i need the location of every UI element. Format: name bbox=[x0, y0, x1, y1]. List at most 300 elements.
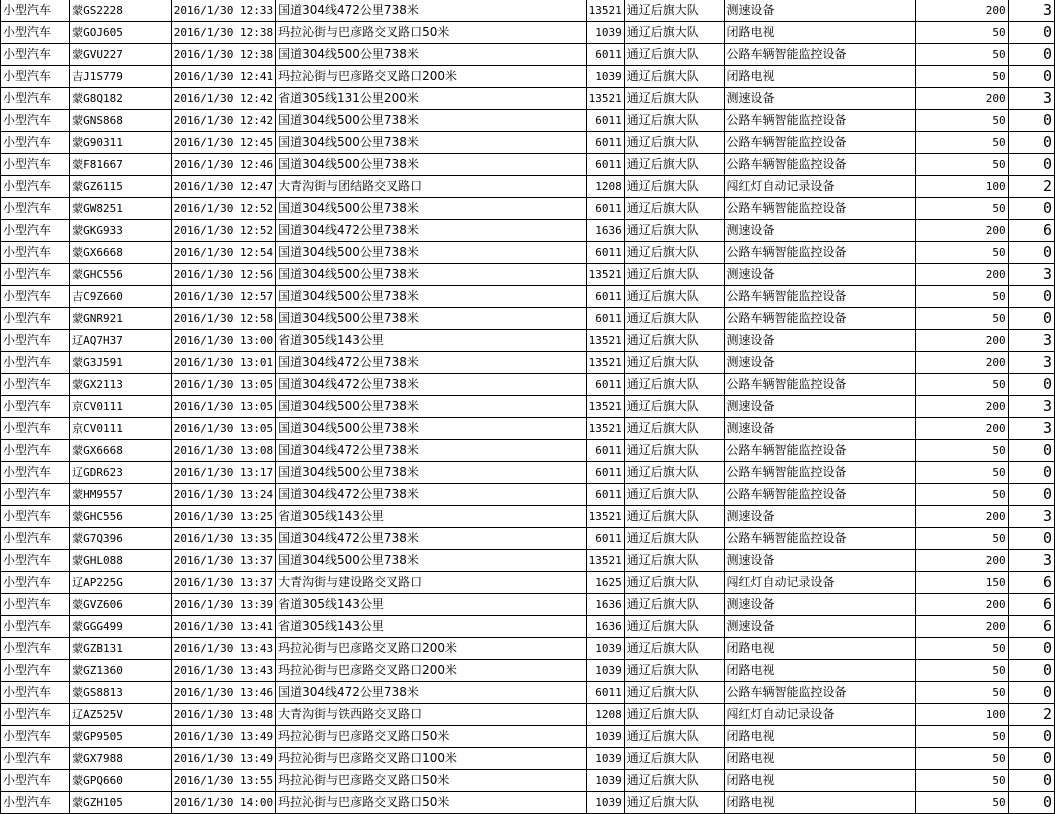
violation-code-cell[interactable]: 1039 bbox=[586, 66, 624, 88]
violation-code-cell[interactable]: 13521 bbox=[586, 264, 624, 286]
violation-code-cell[interactable]: 1039 bbox=[586, 792, 624, 814]
fine-amount-cell[interactable]: 50 bbox=[916, 682, 1009, 704]
penalty-points-cell[interactable]: 0 bbox=[1008, 462, 1054, 484]
unit-cell[interactable]: 通辽后旗大队 bbox=[624, 616, 724, 638]
violation-code-cell[interactable]: 13521 bbox=[586, 330, 624, 352]
unit-cell[interactable]: 通辽后旗大队 bbox=[624, 220, 724, 242]
violation-time-cell[interactable]: 2016/1/30 12:41 bbox=[171, 66, 275, 88]
plate-number-cell[interactable]: 蒙GZB131 bbox=[70, 638, 172, 660]
plate-number-cell[interactable]: 蒙G7Q396 bbox=[70, 528, 172, 550]
vehicle-type-cell[interactable]: 小型汽车 bbox=[1, 154, 70, 176]
penalty-points-cell[interactable]: 0 bbox=[1008, 198, 1054, 220]
penalty-points-cell[interactable]: 6 bbox=[1008, 616, 1054, 638]
location-cell[interactable]: 国道304线500公里738米 bbox=[276, 418, 586, 440]
violation-time-cell[interactable]: 2016/1/30 12:58 bbox=[171, 308, 275, 330]
device-type-cell[interactable]: 公路车辆智能监控设备 bbox=[724, 440, 916, 462]
unit-cell[interactable]: 通辽后旗大队 bbox=[624, 638, 724, 660]
plate-number-cell[interactable]: 京CV0111 bbox=[70, 418, 172, 440]
fine-amount-cell[interactable]: 50 bbox=[916, 528, 1009, 550]
plate-number-cell[interactable]: 蒙GX6668 bbox=[70, 242, 172, 264]
device-type-cell[interactable]: 闭路电视 bbox=[724, 770, 916, 792]
plate-number-cell[interactable]: 蒙GX6668 bbox=[70, 440, 172, 462]
device-type-cell[interactable]: 公路车辆智能监控设备 bbox=[724, 242, 916, 264]
device-type-cell[interactable]: 测速设备 bbox=[724, 396, 916, 418]
unit-cell[interactable]: 通辽后旗大队 bbox=[624, 154, 724, 176]
fine-amount-cell[interactable]: 200 bbox=[916, 550, 1009, 572]
vehicle-type-cell[interactable]: 小型汽车 bbox=[1, 506, 70, 528]
violation-time-cell[interactable]: 2016/1/30 12:56 bbox=[171, 264, 275, 286]
unit-cell[interactable]: 通辽后旗大队 bbox=[624, 330, 724, 352]
penalty-points-cell[interactable]: 0 bbox=[1008, 22, 1054, 44]
penalty-points-cell[interactable]: 3 bbox=[1008, 550, 1054, 572]
device-type-cell[interactable]: 公路车辆智能监控设备 bbox=[724, 374, 916, 396]
penalty-points-cell[interactable]: 0 bbox=[1008, 660, 1054, 682]
fine-amount-cell[interactable]: 200 bbox=[916, 264, 1009, 286]
plate-number-cell[interactable]: 蒙GHL088 bbox=[70, 550, 172, 572]
violation-code-cell[interactable]: 1039 bbox=[586, 726, 624, 748]
device-type-cell[interactable]: 公路车辆智能监控设备 bbox=[724, 308, 916, 330]
penalty-points-cell[interactable]: 0 bbox=[1008, 110, 1054, 132]
plate-number-cell[interactable]: 蒙GZH105 bbox=[70, 792, 172, 814]
plate-number-cell[interactable]: 蒙GHC556 bbox=[70, 264, 172, 286]
plate-number-cell[interactable]: 蒙GHC556 bbox=[70, 506, 172, 528]
violation-time-cell[interactable]: 2016/1/30 13:37 bbox=[171, 550, 275, 572]
violation-code-cell[interactable]: 1636 bbox=[586, 616, 624, 638]
unit-cell[interactable]: 通辽后旗大队 bbox=[624, 770, 724, 792]
violation-time-cell[interactable]: 2016/1/30 12:38 bbox=[171, 22, 275, 44]
vehicle-type-cell[interactable]: 小型汽车 bbox=[1, 22, 70, 44]
violation-code-cell[interactable]: 1039 bbox=[586, 660, 624, 682]
unit-cell[interactable]: 通辽后旗大队 bbox=[624, 176, 724, 198]
violation-code-cell[interactable]: 6011 bbox=[586, 44, 624, 66]
violation-time-cell[interactable]: 2016/1/30 13:55 bbox=[171, 770, 275, 792]
plate-number-cell[interactable]: 京CV0111 bbox=[70, 396, 172, 418]
plate-number-cell[interactable]: 吉J1S779 bbox=[70, 66, 172, 88]
violation-time-cell[interactable]: 2016/1/30 13:00 bbox=[171, 330, 275, 352]
location-cell[interactable]: 玛拉沁街与巴彦路交叉路口200米 bbox=[276, 638, 586, 660]
device-type-cell[interactable]: 测速设备 bbox=[724, 88, 916, 110]
location-cell[interactable]: 玛拉沁街与巴彦路交叉路口100米 bbox=[276, 748, 586, 770]
plate-number-cell[interactable]: 蒙GVZ606 bbox=[70, 594, 172, 616]
device-type-cell[interactable]: 公路车辆智能监控设备 bbox=[724, 44, 916, 66]
device-type-cell[interactable]: 测速设备 bbox=[724, 0, 916, 22]
penalty-points-cell[interactable]: 3 bbox=[1008, 418, 1054, 440]
location-cell[interactable]: 玛拉沁街与巴彦路交叉路口50米 bbox=[276, 770, 586, 792]
violation-time-cell[interactable]: 2016/1/30 14:00 bbox=[171, 792, 275, 814]
vehicle-type-cell[interactable]: 小型汽车 bbox=[1, 462, 70, 484]
penalty-points-cell[interactable]: 0 bbox=[1008, 66, 1054, 88]
location-cell[interactable]: 国道304线500公里738米 bbox=[276, 198, 586, 220]
device-type-cell[interactable]: 闯红灯自动记录设备 bbox=[724, 572, 916, 594]
fine-amount-cell[interactable]: 100 bbox=[916, 176, 1009, 198]
vehicle-type-cell[interactable]: 小型汽车 bbox=[1, 264, 70, 286]
vehicle-type-cell[interactable]: 小型汽车 bbox=[1, 682, 70, 704]
location-cell[interactable]: 国道304线500公里738米 bbox=[276, 132, 586, 154]
vehicle-type-cell[interactable]: 小型汽车 bbox=[1, 66, 70, 88]
violation-code-cell[interactable]: 1208 bbox=[586, 704, 624, 726]
fine-amount-cell[interactable]: 50 bbox=[916, 286, 1009, 308]
violation-time-cell[interactable]: 2016/1/30 13:24 bbox=[171, 484, 275, 506]
violation-time-cell[interactable]: 2016/1/30 12:42 bbox=[171, 110, 275, 132]
penalty-points-cell[interactable]: 3 bbox=[1008, 396, 1054, 418]
device-type-cell[interactable]: 公路车辆智能监控设备 bbox=[724, 110, 916, 132]
violation-time-cell[interactable]: 2016/1/30 12:47 bbox=[171, 176, 275, 198]
violation-time-cell[interactable]: 2016/1/30 12:45 bbox=[171, 132, 275, 154]
violation-time-cell[interactable]: 2016/1/30 13:37 bbox=[171, 572, 275, 594]
vehicle-type-cell[interactable]: 小型汽车 bbox=[1, 0, 70, 22]
unit-cell[interactable]: 通辽后旗大队 bbox=[624, 726, 724, 748]
violation-code-cell[interactable]: 1636 bbox=[586, 594, 624, 616]
vehicle-type-cell[interactable]: 小型汽车 bbox=[1, 748, 70, 770]
vehicle-type-cell[interactable]: 小型汽车 bbox=[1, 770, 70, 792]
penalty-points-cell[interactable]: 6 bbox=[1008, 572, 1054, 594]
device-type-cell[interactable]: 闯红灯自动记录设备 bbox=[724, 176, 916, 198]
penalty-points-cell[interactable]: 3 bbox=[1008, 88, 1054, 110]
plate-number-cell[interactable]: 吉C9Z660 bbox=[70, 286, 172, 308]
device-type-cell[interactable]: 闭路电视 bbox=[724, 748, 916, 770]
violation-code-cell[interactable]: 1039 bbox=[586, 770, 624, 792]
vehicle-type-cell[interactable]: 小型汽车 bbox=[1, 726, 70, 748]
penalty-points-cell[interactable]: 0 bbox=[1008, 44, 1054, 66]
unit-cell[interactable]: 通辽后旗大队 bbox=[624, 308, 724, 330]
unit-cell[interactable]: 通辽后旗大队 bbox=[624, 264, 724, 286]
location-cell[interactable]: 国道304线472公里738米 bbox=[276, 352, 586, 374]
plate-number-cell[interactable]: 蒙GZ6115 bbox=[70, 176, 172, 198]
unit-cell[interactable]: 通辽后旗大队 bbox=[624, 374, 724, 396]
violation-code-cell[interactable]: 6011 bbox=[586, 132, 624, 154]
violation-code-cell[interactable]: 13521 bbox=[586, 352, 624, 374]
vehicle-type-cell[interactable]: 小型汽车 bbox=[1, 242, 70, 264]
penalty-points-cell[interactable]: 0 bbox=[1008, 286, 1054, 308]
plate-number-cell[interactable]: 蒙GPQ660 bbox=[70, 770, 172, 792]
penalty-points-cell[interactable]: 2 bbox=[1008, 704, 1054, 726]
location-cell[interactable]: 国道304线472公里738米 bbox=[276, 0, 586, 22]
violation-code-cell[interactable]: 13521 bbox=[586, 0, 624, 22]
location-cell[interactable]: 国道304线500公里738米 bbox=[276, 154, 586, 176]
violation-time-cell[interactable]: 2016/1/30 12:42 bbox=[171, 88, 275, 110]
violation-time-cell[interactable]: 2016/1/30 12:52 bbox=[171, 220, 275, 242]
vehicle-type-cell[interactable]: 小型汽车 bbox=[1, 308, 70, 330]
violation-time-cell[interactable]: 2016/1/30 13:43 bbox=[171, 660, 275, 682]
penalty-points-cell[interactable]: 6 bbox=[1008, 220, 1054, 242]
penalty-points-cell[interactable]: 0 bbox=[1008, 682, 1054, 704]
violation-time-cell[interactable]: 2016/1/30 12:38 bbox=[171, 44, 275, 66]
fine-amount-cell[interactable]: 200 bbox=[916, 396, 1009, 418]
location-cell[interactable]: 玛拉沁街与巴彦路交叉路口50米 bbox=[276, 726, 586, 748]
unit-cell[interactable]: 通辽后旗大队 bbox=[624, 682, 724, 704]
violation-time-cell[interactable]: 2016/1/30 13:46 bbox=[171, 682, 275, 704]
fine-amount-cell[interactable]: 50 bbox=[916, 198, 1009, 220]
location-cell[interactable]: 大青沟街与铁西路交叉路口 bbox=[276, 704, 586, 726]
fine-amount-cell[interactable]: 200 bbox=[916, 506, 1009, 528]
violation-code-cell[interactable]: 6011 bbox=[586, 242, 624, 264]
vehicle-type-cell[interactable]: 小型汽车 bbox=[1, 792, 70, 814]
location-cell[interactable]: 国道304线500公里738米 bbox=[276, 264, 586, 286]
violation-code-cell[interactable]: 13521 bbox=[586, 506, 624, 528]
vehicle-type-cell[interactable]: 小型汽车 bbox=[1, 110, 70, 132]
violation-code-cell[interactable]: 6011 bbox=[586, 308, 624, 330]
plate-number-cell[interactable]: 蒙G90311 bbox=[70, 132, 172, 154]
fine-amount-cell[interactable]: 200 bbox=[916, 330, 1009, 352]
violation-code-cell[interactable]: 6011 bbox=[586, 198, 624, 220]
violation-code-cell[interactable]: 6011 bbox=[586, 374, 624, 396]
penalty-points-cell[interactable]: 6 bbox=[1008, 594, 1054, 616]
vehicle-type-cell[interactable]: 小型汽车 bbox=[1, 286, 70, 308]
location-cell[interactable]: 国道304线500公里738米 bbox=[276, 110, 586, 132]
plate-number-cell[interactable]: 蒙GZ1360 bbox=[70, 660, 172, 682]
fine-amount-cell[interactable]: 50 bbox=[916, 154, 1009, 176]
penalty-points-cell[interactable]: 3 bbox=[1008, 264, 1054, 286]
fine-amount-cell[interactable]: 50 bbox=[916, 22, 1009, 44]
location-cell[interactable]: 玛拉沁街与巴彦路交叉路口200米 bbox=[276, 66, 586, 88]
device-type-cell[interactable]: 公路车辆智能监控设备 bbox=[724, 682, 916, 704]
vehicle-type-cell[interactable]: 小型汽车 bbox=[1, 88, 70, 110]
unit-cell[interactable]: 通辽后旗大队 bbox=[624, 418, 724, 440]
penalty-points-cell[interactable]: 2 bbox=[1008, 176, 1054, 198]
location-cell[interactable]: 玛拉沁街与巴彦路交叉路口50米 bbox=[276, 22, 586, 44]
device-type-cell[interactable]: 闭路电视 bbox=[724, 792, 916, 814]
violation-time-cell[interactable]: 2016/1/30 13:48 bbox=[171, 704, 275, 726]
unit-cell[interactable]: 通辽后旗大队 bbox=[624, 44, 724, 66]
fine-amount-cell[interactable]: 200 bbox=[916, 418, 1009, 440]
violation-code-cell[interactable]: 6011 bbox=[586, 154, 624, 176]
vehicle-type-cell[interactable]: 小型汽车 bbox=[1, 352, 70, 374]
fine-amount-cell[interactable]: 50 bbox=[916, 132, 1009, 154]
plate-number-cell[interactable]: 辽AP225G bbox=[70, 572, 172, 594]
device-type-cell[interactable]: 闭路电视 bbox=[724, 66, 916, 88]
device-type-cell[interactable]: 公路车辆智能监控设备 bbox=[724, 198, 916, 220]
violation-time-cell[interactable]: 2016/1/30 13:49 bbox=[171, 726, 275, 748]
vehicle-type-cell[interactable]: 小型汽车 bbox=[1, 418, 70, 440]
violation-code-cell[interactable]: 6011 bbox=[586, 286, 624, 308]
fine-amount-cell[interactable]: 50 bbox=[916, 66, 1009, 88]
vehicle-type-cell[interactable]: 小型汽车 bbox=[1, 440, 70, 462]
penalty-points-cell[interactable]: 0 bbox=[1008, 308, 1054, 330]
vehicle-type-cell[interactable]: 小型汽车 bbox=[1, 484, 70, 506]
location-cell[interactable]: 玛拉沁街与巴彦路交叉路口200米 bbox=[276, 660, 586, 682]
fine-amount-cell[interactable]: 50 bbox=[916, 308, 1009, 330]
vehicle-type-cell[interactable]: 小型汽车 bbox=[1, 616, 70, 638]
location-cell[interactable]: 国道304线500公里738米 bbox=[276, 308, 586, 330]
plate-number-cell[interactable]: 辽AZ525V bbox=[70, 704, 172, 726]
unit-cell[interactable]: 通辽后旗大队 bbox=[624, 506, 724, 528]
unit-cell[interactable]: 通辽后旗大队 bbox=[624, 440, 724, 462]
violation-code-cell[interactable]: 1636 bbox=[586, 220, 624, 242]
unit-cell[interactable]: 通辽后旗大队 bbox=[624, 66, 724, 88]
plate-number-cell[interactable]: 蒙GP9505 bbox=[70, 726, 172, 748]
device-type-cell[interactable]: 闭路电视 bbox=[724, 660, 916, 682]
fine-amount-cell[interactable]: 200 bbox=[916, 88, 1009, 110]
unit-cell[interactable]: 通辽后旗大队 bbox=[624, 550, 724, 572]
violation-time-cell[interactable]: 2016/1/30 13:17 bbox=[171, 462, 275, 484]
location-cell[interactable]: 国道304线500公里738米 bbox=[276, 462, 586, 484]
fine-amount-cell[interactable]: 50 bbox=[916, 792, 1009, 814]
plate-number-cell[interactable]: 蒙GS8813 bbox=[70, 682, 172, 704]
unit-cell[interactable]: 通辽后旗大队 bbox=[624, 704, 724, 726]
location-cell[interactable]: 国道304线472公里738米 bbox=[276, 220, 586, 242]
location-cell[interactable]: 省道305线143公里 bbox=[276, 616, 586, 638]
device-type-cell[interactable]: 闭路电视 bbox=[724, 22, 916, 44]
unit-cell[interactable]: 通辽后旗大队 bbox=[624, 572, 724, 594]
penalty-points-cell[interactable]: 0 bbox=[1008, 638, 1054, 660]
fine-amount-cell[interactable]: 50 bbox=[916, 726, 1009, 748]
device-type-cell[interactable]: 公路车辆智能监控设备 bbox=[724, 528, 916, 550]
vehicle-type-cell[interactable]: 小型汽车 bbox=[1, 396, 70, 418]
vehicle-type-cell[interactable]: 小型汽车 bbox=[1, 198, 70, 220]
fine-amount-cell[interactable]: 50 bbox=[916, 44, 1009, 66]
violation-time-cell[interactable]: 2016/1/30 13:35 bbox=[171, 528, 275, 550]
unit-cell[interactable]: 通辽后旗大队 bbox=[624, 594, 724, 616]
fine-amount-cell[interactable]: 200 bbox=[916, 352, 1009, 374]
penalty-points-cell[interactable]: 0 bbox=[1008, 440, 1054, 462]
violation-time-cell[interactable]: 2016/1/30 12:52 bbox=[171, 198, 275, 220]
violation-time-cell[interactable]: 2016/1/30 13:39 bbox=[171, 594, 275, 616]
violation-code-cell[interactable]: 13521 bbox=[586, 418, 624, 440]
location-cell[interactable]: 国道304线472公里738米 bbox=[276, 528, 586, 550]
location-cell[interactable]: 国道304线472公里738米 bbox=[276, 374, 586, 396]
unit-cell[interactable]: 通辽后旗大队 bbox=[624, 198, 724, 220]
plate-number-cell[interactable]: 蒙F81667 bbox=[70, 154, 172, 176]
vehicle-type-cell[interactable]: 小型汽车 bbox=[1, 572, 70, 594]
device-type-cell[interactable]: 公路车辆智能监控设备 bbox=[724, 154, 916, 176]
violation-time-cell[interactable]: 2016/1/30 12:57 bbox=[171, 286, 275, 308]
device-type-cell[interactable]: 测速设备 bbox=[724, 506, 916, 528]
plate-number-cell[interactable]: 蒙GX7988 bbox=[70, 748, 172, 770]
location-cell[interactable]: 国道304线472公里738米 bbox=[276, 682, 586, 704]
fine-amount-cell[interactable]: 50 bbox=[916, 440, 1009, 462]
violation-code-cell[interactable]: 13521 bbox=[586, 550, 624, 572]
penalty-points-cell[interactable]: 0 bbox=[1008, 748, 1054, 770]
vehicle-type-cell[interactable]: 小型汽车 bbox=[1, 374, 70, 396]
unit-cell[interactable]: 通辽后旗大队 bbox=[624, 286, 724, 308]
plate-number-cell[interactable]: 辽GDR623 bbox=[70, 462, 172, 484]
vehicle-type-cell[interactable]: 小型汽车 bbox=[1, 176, 70, 198]
plate-number-cell[interactable]: 蒙G3J591 bbox=[70, 352, 172, 374]
vehicle-type-cell[interactable]: 小型汽车 bbox=[1, 132, 70, 154]
plate-number-cell[interactable]: 蒙GKG933 bbox=[70, 220, 172, 242]
location-cell[interactable]: 大青沟街与建设路交叉路口 bbox=[276, 572, 586, 594]
violation-time-cell[interactable]: 2016/1/30 13:05 bbox=[171, 374, 275, 396]
fine-amount-cell[interactable]: 50 bbox=[916, 462, 1009, 484]
violation-time-cell[interactable]: 2016/1/30 12:33 bbox=[171, 0, 275, 22]
violation-code-cell[interactable]: 1625 bbox=[586, 572, 624, 594]
device-type-cell[interactable]: 闭路电视 bbox=[724, 638, 916, 660]
penalty-points-cell[interactable]: 3 bbox=[1008, 506, 1054, 528]
plate-number-cell[interactable]: 蒙GGG499 bbox=[70, 616, 172, 638]
location-cell[interactable]: 国道304线500公里738米 bbox=[276, 396, 586, 418]
fine-amount-cell[interactable]: 50 bbox=[916, 770, 1009, 792]
unit-cell[interactable]: 通辽后旗大队 bbox=[624, 132, 724, 154]
violation-time-cell[interactable]: 2016/1/30 12:54 bbox=[171, 242, 275, 264]
unit-cell[interactable]: 通辽后旗大队 bbox=[624, 748, 724, 770]
unit-cell[interactable]: 通辽后旗大队 bbox=[624, 484, 724, 506]
vehicle-type-cell[interactable]: 小型汽车 bbox=[1, 44, 70, 66]
fine-amount-cell[interactable]: 50 bbox=[916, 748, 1009, 770]
vehicle-type-cell[interactable]: 小型汽车 bbox=[1, 528, 70, 550]
device-type-cell[interactable]: 测速设备 bbox=[724, 418, 916, 440]
violation-code-cell[interactable]: 1039 bbox=[586, 638, 624, 660]
unit-cell[interactable]: 通辽后旗大队 bbox=[624, 396, 724, 418]
plate-number-cell[interactable]: 蒙HM9557 bbox=[70, 484, 172, 506]
unit-cell[interactable]: 通辽后旗大队 bbox=[624, 88, 724, 110]
violation-time-cell[interactable]: 2016/1/30 12:46 bbox=[171, 154, 275, 176]
plate-number-cell[interactable]: 蒙GW8251 bbox=[70, 198, 172, 220]
device-type-cell[interactable]: 测速设备 bbox=[724, 616, 916, 638]
violation-code-cell[interactable]: 1208 bbox=[586, 176, 624, 198]
fine-amount-cell[interactable]: 200 bbox=[916, 220, 1009, 242]
penalty-points-cell[interactable]: 0 bbox=[1008, 242, 1054, 264]
violation-time-cell[interactable]: 2016/1/30 13:43 bbox=[171, 638, 275, 660]
unit-cell[interactable]: 通辽后旗大队 bbox=[624, 242, 724, 264]
device-type-cell[interactable]: 公路车辆智能监控设备 bbox=[724, 462, 916, 484]
unit-cell[interactable]: 通辽后旗大队 bbox=[624, 22, 724, 44]
location-cell[interactable]: 国道304线500公里738米 bbox=[276, 44, 586, 66]
penalty-points-cell[interactable]: 3 bbox=[1008, 352, 1054, 374]
vehicle-type-cell[interactable]: 小型汽车 bbox=[1, 704, 70, 726]
unit-cell[interactable]: 通辽后旗大队 bbox=[624, 0, 724, 22]
violation-code-cell[interactable]: 6011 bbox=[586, 528, 624, 550]
vehicle-type-cell[interactable]: 小型汽车 bbox=[1, 550, 70, 572]
device-type-cell[interactable]: 测速设备 bbox=[724, 352, 916, 374]
penalty-points-cell[interactable]: 0 bbox=[1008, 528, 1054, 550]
plate-number-cell[interactable]: 蒙GNS868 bbox=[70, 110, 172, 132]
vehicle-type-cell[interactable]: 小型汽车 bbox=[1, 638, 70, 660]
device-type-cell[interactable]: 闯红灯自动记录设备 bbox=[724, 704, 916, 726]
location-cell[interactable]: 玛拉沁街与巴彦路交叉路口50米 bbox=[276, 792, 586, 814]
device-type-cell[interactable]: 公路车辆智能监控设备 bbox=[724, 286, 916, 308]
violation-code-cell[interactable]: 6011 bbox=[586, 484, 624, 506]
violation-code-cell[interactable]: 6011 bbox=[586, 110, 624, 132]
violation-time-cell[interactable]: 2016/1/30 13:08 bbox=[171, 440, 275, 462]
fine-amount-cell[interactable]: 100 bbox=[916, 704, 1009, 726]
violation-code-cell[interactable]: 1039 bbox=[586, 22, 624, 44]
violation-code-cell[interactable]: 13521 bbox=[586, 396, 624, 418]
penalty-points-cell[interactable]: 0 bbox=[1008, 154, 1054, 176]
location-cell[interactable]: 国道304线472公里738米 bbox=[276, 440, 586, 462]
penalty-points-cell[interactable]: 0 bbox=[1008, 726, 1054, 748]
violation-code-cell[interactable]: 13521 bbox=[586, 88, 624, 110]
device-type-cell[interactable]: 公路车辆智能监控设备 bbox=[724, 132, 916, 154]
penalty-points-cell[interactable]: 3 bbox=[1008, 330, 1054, 352]
violation-code-cell[interactable]: 1039 bbox=[586, 748, 624, 770]
violation-time-cell[interactable]: 2016/1/30 13:49 bbox=[171, 748, 275, 770]
location-cell[interactable]: 国道304线472公里738米 bbox=[276, 484, 586, 506]
unit-cell[interactable]: 通辽后旗大队 bbox=[624, 352, 724, 374]
vehicle-type-cell[interactable]: 小型汽车 bbox=[1, 330, 70, 352]
fine-amount-cell[interactable]: 200 bbox=[916, 0, 1009, 22]
fine-amount-cell[interactable]: 150 bbox=[916, 572, 1009, 594]
location-cell[interactable]: 国道304线500公里738米 bbox=[276, 550, 586, 572]
plate-number-cell[interactable]: 蒙GX2113 bbox=[70, 374, 172, 396]
penalty-points-cell[interactable]: 0 bbox=[1008, 484, 1054, 506]
violation-time-cell[interactable]: 2016/1/30 13:41 bbox=[171, 616, 275, 638]
plate-number-cell[interactable]: 蒙GOJ605 bbox=[70, 22, 172, 44]
violation-time-cell[interactable]: 2016/1/30 13:25 bbox=[171, 506, 275, 528]
violation-time-cell[interactable]: 2016/1/30 13:05 bbox=[171, 418, 275, 440]
fine-amount-cell[interactable]: 50 bbox=[916, 660, 1009, 682]
violation-time-cell[interactable]: 2016/1/30 13:05 bbox=[171, 396, 275, 418]
fine-amount-cell[interactable]: 50 bbox=[916, 484, 1009, 506]
penalty-points-cell[interactable]: 0 bbox=[1008, 132, 1054, 154]
penalty-points-cell[interactable]: 0 bbox=[1008, 374, 1054, 396]
fine-amount-cell[interactable]: 50 bbox=[916, 242, 1009, 264]
device-type-cell[interactable]: 测速设备 bbox=[724, 550, 916, 572]
location-cell[interactable]: 大青沟街与团结路交叉路口 bbox=[276, 176, 586, 198]
violation-code-cell[interactable]: 6011 bbox=[586, 682, 624, 704]
location-cell[interactable]: 省道305线143公里 bbox=[276, 594, 586, 616]
plate-number-cell[interactable]: 蒙GNR921 bbox=[70, 308, 172, 330]
penalty-points-cell[interactable]: 0 bbox=[1008, 792, 1054, 814]
